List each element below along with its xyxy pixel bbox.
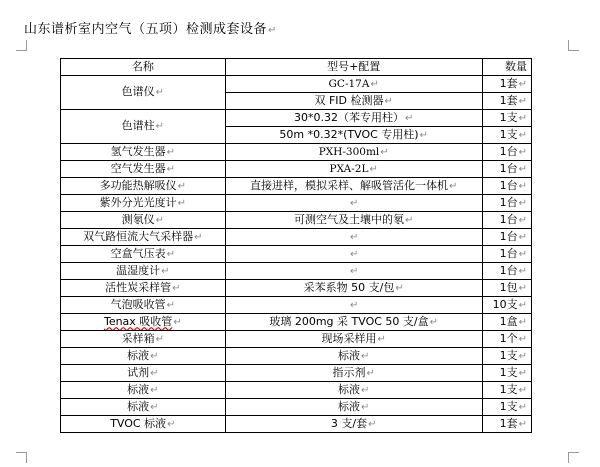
- name-cell-text: Tenax 吸收管: [103, 314, 173, 328]
- qty-cell-text: 1台: [499, 144, 518, 158]
- spec-cell[interactable]: [225, 280, 482, 297]
- paragraph-mark: ↵: [429, 316, 439, 328]
- name-cell[interactable]: [61, 246, 226, 263]
- paragraph-mark: ↵: [155, 121, 165, 132]
- qty-cell[interactable]: [482, 212, 531, 229]
- paragraph-mark: ↵: [404, 112, 414, 124]
- name-cell[interactable]: [61, 399, 226, 416]
- paragraph-mark: ↵: [518, 282, 527, 294]
- name-cell-text: 多功能热解吸仪: [99, 178, 177, 192]
- paragraph-mark: ↵: [166, 163, 176, 175]
- name-cell[interactable]: [61, 229, 226, 246]
- spec-cell[interactable]: [225, 212, 482, 229]
- name-cell[interactable]: [61, 161, 226, 178]
- qty-cell-text: 1台: [499, 212, 518, 226]
- table-row: [61, 161, 532, 178]
- paragraph-mark: ↵: [155, 87, 165, 98]
- name-cell[interactable]: [61, 331, 226, 348]
- paragraph-mark: ↵: [518, 112, 527, 124]
- table-row: [61, 263, 532, 280]
- paragraph-mark: ↵: [172, 282, 181, 294]
- qty-cell[interactable]: [482, 144, 531, 161]
- spec-cell[interactable]: [225, 93, 482, 110]
- name-cell-text: 色谱柱: [121, 119, 155, 132]
- qty-cell-text: 1台: [499, 195, 518, 209]
- table-row: [61, 110, 532, 127]
- name-cell[interactable]: [61, 365, 226, 382]
- qty-cell[interactable]: [482, 348, 531, 365]
- table-row: [61, 331, 532, 348]
- name-cell-text: 标液: [127, 348, 150, 362]
- paragraph-mark: ↵: [518, 384, 527, 396]
- paragraph-mark: ↵: [150, 401, 159, 413]
- paragraph-mark: ↵: [177, 197, 187, 209]
- qty-cell[interactable]: [482, 382, 531, 399]
- name-cell-text: 氢气发生器: [110, 144, 166, 158]
- paragraph-mark: ↵: [518, 163, 527, 175]
- qty-cell[interactable]: [482, 297, 531, 314]
- paragraph-mark: ↵: [150, 384, 159, 396]
- qty-cell-text: 1支: [499, 365, 518, 379]
- name-cell-text: 色谱仪: [121, 85, 155, 98]
- name-cell-text: 气泡吸收管: [110, 297, 166, 311]
- paragraph-mark: ↵: [360, 384, 370, 396]
- qty-cell[interactable]: [482, 399, 531, 416]
- table-row: [61, 195, 532, 212]
- paragraph-mark: ↵: [518, 316, 527, 328]
- qty-cell[interactable]: [482, 331, 531, 348]
- spec-cell-text: 玻璃 200mg 采 TVOC 50 支/盒: [269, 314, 429, 328]
- paragraph-mark: ↵: [349, 299, 359, 311]
- paragraph-mark: ↵: [518, 214, 527, 226]
- paragraph-mark: ↵: [395, 282, 404, 294]
- spec-cell[interactable]: [225, 144, 482, 161]
- qty-cell[interactable]: [482, 416, 531, 433]
- paragraph-mark: ↵: [150, 350, 159, 362]
- table-row: [61, 178, 532, 195]
- document-title-text: 山东谱析室内空气（五项）检测成套设备: [24, 22, 268, 37]
- paragraph-mark: ↵: [518, 367, 527, 379]
- spec-cell[interactable]: [225, 297, 482, 314]
- name-cell-text: 标液: [127, 399, 150, 413]
- name-cell[interactable]: [61, 263, 226, 280]
- paragraph-mark: ↵: [380, 146, 389, 158]
- paragraph-mark: ↵: [368, 418, 377, 430]
- qty-cell-text: 1台: [499, 263, 518, 277]
- qty-cell-text: 1盒: [499, 314, 518, 328]
- paragraph-mark: ↵: [349, 231, 359, 243]
- paragraph-mark: ↵: [377, 333, 386, 345]
- spec-cell-text: PXH-300ml: [318, 145, 380, 158]
- paragraph-mark: ↵: [369, 163, 378, 175]
- margin-corner-bottom-left: [16, 452, 27, 463]
- qty-cell[interactable]: [482, 246, 531, 263]
- qty-cell-text: 1包: [499, 280, 518, 294]
- table-row: [61, 297, 532, 314]
- equipment-table[interactable]: [60, 58, 532, 433]
- table-row: [61, 399, 532, 416]
- header-name: 名称: [61, 59, 226, 76]
- paragraph-mark: ↵: [194, 231, 203, 243]
- name-cell-text: 温湿度计: [116, 263, 161, 277]
- spec-cell-text: 可测空气及土壤中的氡: [293, 212, 404, 226]
- paragraph-mark: ↵: [518, 265, 527, 277]
- spec-cell-text: PXA-2L: [329, 162, 369, 175]
- qty-cell-text: 1支: [499, 382, 518, 396]
- qty-cell-text: 1套: [499, 416, 518, 430]
- paragraph-mark: ↵: [518, 180, 527, 192]
- qty-cell-text: 1台: [499, 178, 518, 192]
- table-row: [61, 382, 532, 399]
- name-cell-text: 测氡仪: [121, 212, 155, 226]
- table-row: [61, 212, 532, 229]
- qty-cell[interactable]: [482, 127, 531, 144]
- paragraph-mark: ↵: [518, 146, 527, 158]
- spec-cell-text: 3 支/套: [330, 416, 368, 430]
- qty-cell[interactable]: [482, 229, 531, 246]
- name-cell[interactable]: [61, 76, 226, 110]
- qty-cell-text: 10支: [492, 297, 518, 311]
- qty-cell-text: 1套: [499, 76, 518, 90]
- name-cell[interactable]: [61, 348, 226, 365]
- spec-cell[interactable]: [225, 161, 482, 178]
- paragraph-mark: ↵: [518, 333, 527, 345]
- name-cell[interactable]: [61, 382, 226, 399]
- spec-cell-text: 双 FID 检测器: [314, 93, 384, 107]
- name-cell[interactable]: [61, 297, 226, 314]
- name-cell-text: 空盒气压表: [110, 246, 166, 260]
- qty-cell-text: 1台: [499, 161, 518, 175]
- paragraph-mark: ↵: [268, 25, 277, 36]
- paragraph-mark: ↵: [518, 350, 527, 362]
- paragraph-mark: ↵: [155, 214, 165, 226]
- table-row: [61, 416, 532, 433]
- paragraph-mark: ↵: [404, 214, 414, 226]
- paragraph-mark: ↵: [370, 78, 379, 90]
- table-row: [61, 314, 532, 331]
- paragraph-mark: ↵: [360, 350, 370, 362]
- spec-cell[interactable]: [225, 195, 482, 212]
- spec-cell-text: 50m *0.32*(TVOC 专用柱): [279, 127, 419, 141]
- name-cell-text: 采样箱: [121, 331, 155, 345]
- paragraph-mark: ↵: [448, 180, 458, 192]
- spec-cell[interactable]: [225, 263, 482, 280]
- spec-cell[interactable]: [225, 365, 482, 382]
- table-row: [61, 348, 532, 365]
- name-cell-text: 标液: [127, 382, 150, 396]
- name-cell-text: 双气路恒流大气采样器: [83, 229, 194, 243]
- spec-cell[interactable]: [225, 314, 482, 331]
- qty-cell-text: 1台: [499, 229, 518, 243]
- qty-cell[interactable]: [482, 110, 531, 127]
- name-cell[interactable]: [61, 110, 226, 144]
- spec-cell[interactable]: [225, 127, 482, 144]
- table-row: [61, 76, 532, 93]
- name-cell[interactable]: [61, 144, 226, 161]
- document-title[interactable]: [24, 18, 277, 37]
- spec-cell[interactable]: [225, 110, 482, 127]
- paragraph-mark: ↵: [155, 333, 165, 345]
- qty-cell[interactable]: [482, 263, 531, 280]
- qty-cell[interactable]: [482, 365, 531, 382]
- qty-cell-text: 1个: [499, 331, 518, 345]
- spec-cell[interactable]: [225, 382, 482, 399]
- name-cell[interactable]: [61, 178, 226, 195]
- table-row: [61, 229, 532, 246]
- spec-cell[interactable]: [225, 399, 482, 416]
- paragraph-mark: ↵: [349, 248, 359, 260]
- table-row: [61, 365, 532, 382]
- paragraph-mark: ↵: [518, 299, 527, 311]
- qty-cell[interactable]: [482, 280, 531, 297]
- spec-cell[interactable]: [225, 416, 482, 433]
- spec-cell[interactable]: [225, 76, 482, 93]
- name-cell-text: 试剂: [127, 365, 150, 379]
- spec-cell-text: 30*0.32（苯专用柱）: [293, 110, 404, 124]
- spec-cell-text: 采苯系物 50 支/包: [303, 280, 395, 294]
- paragraph-mark: ↵: [360, 401, 370, 413]
- paragraph-mark: ↵: [166, 248, 176, 260]
- spec-cell[interactable]: [225, 178, 482, 195]
- margin-corner-top-right: [568, 40, 579, 51]
- qty-cell[interactable]: [482, 93, 531, 110]
- paragraph-mark: ↵: [518, 78, 527, 90]
- name-cell[interactable]: [61, 212, 226, 229]
- name-cell-text: 活性炭采样管: [105, 280, 172, 294]
- qty-cell[interactable]: [482, 161, 531, 178]
- paragraph-mark: ↵: [518, 197, 527, 209]
- table-row: [61, 280, 532, 297]
- paragraph-mark: ↵: [166, 299, 176, 311]
- paragraph-mark: ↵: [518, 401, 527, 413]
- spec-cell[interactable]: [225, 331, 482, 348]
- qty-cell[interactable]: [482, 314, 531, 331]
- spec-cell-text: 标液: [337, 382, 360, 396]
- spec-cell-text: 标液: [337, 348, 360, 362]
- paragraph-mark: ↵: [161, 265, 170, 277]
- paragraph-mark: ↵: [150, 367, 159, 379]
- paragraph-mark: ↵: [349, 197, 359, 209]
- qty-cell-text: 1套: [499, 93, 518, 107]
- name-cell[interactable]: [61, 416, 226, 433]
- spec-cell-text: 现场采样用: [321, 331, 377, 345]
- name-cell-text: TVOC 标液: [110, 416, 167, 430]
- qty-cell-text: 1台: [499, 246, 518, 260]
- qty-cell[interactable]: [482, 76, 531, 93]
- name-cell[interactable]: [61, 314, 226, 331]
- paragraph-mark: ↵: [518, 231, 527, 243]
- qty-cell-text: 1支: [499, 127, 518, 141]
- paragraph-mark: ↵: [167, 418, 176, 430]
- paragraph-mark: ↵: [518, 248, 527, 260]
- paragraph-mark: ↵: [384, 95, 393, 107]
- qty-cell-text: 1支: [499, 399, 518, 413]
- header-qty: 数量: [482, 59, 531, 76]
- paragraph-mark: ↵: [166, 146, 176, 158]
- paragraph-mark: ↵: [349, 265, 359, 277]
- table-row: [61, 246, 532, 263]
- spec-cell-text: 指示剂: [332, 365, 366, 379]
- margin-corner-top-left: [16, 40, 27, 51]
- qty-cell[interactable]: [482, 195, 531, 212]
- paragraph-mark: ↵: [518, 95, 527, 107]
- qty-cell[interactable]: [482, 178, 531, 195]
- paragraph-mark: ↵: [366, 367, 375, 379]
- spec-cell-text: GC-17A: [328, 77, 370, 90]
- paragraph-mark: ↵: [419, 129, 428, 141]
- spec-cell[interactable]: [225, 246, 482, 263]
- header-spec: 型号+配置: [225, 59, 482, 76]
- spec-cell-text: 标液: [337, 399, 360, 413]
- table-row: [61, 144, 532, 161]
- spec-cell[interactable]: [225, 348, 482, 365]
- paragraph-mark: ↵: [518, 418, 527, 430]
- paragraph-mark: ↵: [177, 180, 187, 192]
- name-cell[interactable]: [61, 195, 226, 212]
- margin-corner-bottom-right: [568, 452, 579, 463]
- spec-cell-text: 直接进样，模拟采样、解吸管活化一体机: [249, 178, 448, 192]
- paragraph-mark: ↵: [173, 316, 182, 328]
- qty-cell-text: 1支: [499, 348, 518, 362]
- qty-cell-text: 1支: [499, 110, 518, 124]
- spec-cell[interactable]: [225, 229, 482, 246]
- name-cell[interactable]: [61, 280, 226, 297]
- name-cell-text: 空气发生器: [110, 161, 166, 175]
- paragraph-mark: ↵: [518, 129, 527, 141]
- name-cell-text: 紫外分光光度计: [99, 195, 177, 209]
- table-header-row: [61, 59, 532, 76]
